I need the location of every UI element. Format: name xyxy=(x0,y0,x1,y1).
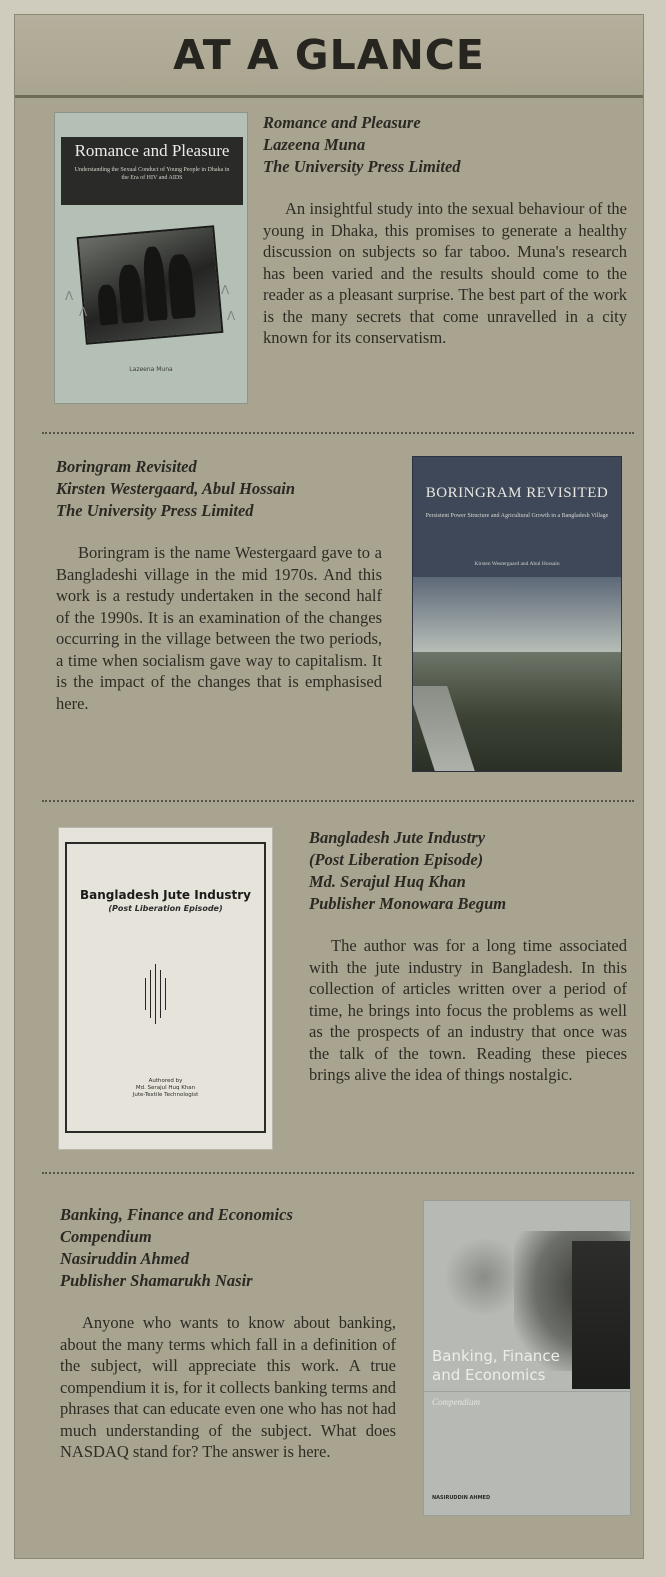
book-entry-banking-finance-economics xyxy=(60,1204,396,1463)
section-header xyxy=(15,15,643,98)
cover-subtitle: Persistent Power Structure and Agricultural Growth in a Bangladesh Village xyxy=(425,513,609,519)
book-cover-bangladesh-jute-industry xyxy=(58,827,273,1150)
book-subtitle: Compendium xyxy=(60,1227,152,1246)
book-author: Md. Serajul Huq Khan xyxy=(309,872,466,891)
book-subtitle: (Post Liberation Episode) xyxy=(309,850,484,869)
book-entry-romance-and-pleasure xyxy=(263,112,627,349)
book-author: Lazeena Muna xyxy=(263,135,366,154)
cover-byline: Authored by Md. Serajul Huq Khan Jute-Textile Technologist xyxy=(132,1078,199,1098)
dotted-divider xyxy=(42,1172,634,1174)
book-entry-bangladesh-jute-industry xyxy=(309,827,627,1086)
book-title: Banking, Finance and Economics xyxy=(60,1205,293,1224)
book-cover-banking-finance-economics xyxy=(423,1200,631,1516)
book-publisher: Publisher Shamarukh Nasir xyxy=(60,1271,253,1290)
cover-title: BORINGRAM REVISITED xyxy=(425,485,609,501)
cover-title-bar xyxy=(61,137,243,205)
book-cover-romance-and-pleasure: Romance and Pleasure Understanding the Sexual Conduct of Young People in Dhaka in the Era of HIV and AIDS Λ Λ Λ Λ Lazeena Muna xyxy=(54,112,248,404)
book-description: The author was for a long time associated with the jute industry in Bangladesh. In this collection of articles written over a period of time, he brings into focus the problems as well as the prospects of an industry that once was the talk of the town. Reading these pieces brings alive the idea of things nostalgic. xyxy=(309,936,627,1084)
cover-subtitle: Compendium xyxy=(432,1397,480,1407)
section-title: AT A GLANCE xyxy=(173,31,485,79)
book-description: An insightful study into the sexual behaviour of the young in Dhaka, this promises to generate a healthy discussion on subjects so far taboo. Muna's research has been varied and the results should come to the reader as a pleasant surprise. The best part of the work is the many secrets that come unravelled in a city known for its conservatism. xyxy=(263,199,627,347)
book-title: Bangladesh Jute Industry xyxy=(309,828,486,847)
cover-author: NASIRUDDIN AHMED xyxy=(432,1495,491,1501)
book-cover-boringram-revisited xyxy=(412,456,622,772)
book-title: Romance and Pleasure xyxy=(263,113,421,132)
book-description: Anyone who wants to know about banking, about the many terms which fall in a definition of the subject, will appreciate this work. A true compendium it is, for it collects banking terms and phrases that can educate even one who has not had much understanding of the subject. What does NASDAQ stand for? The answer is here. xyxy=(60,1313,396,1461)
book-title: Boringram Revisited xyxy=(56,457,197,476)
book-author: Kirsten Westergaard, Abul Hossain xyxy=(56,479,296,498)
book-meta xyxy=(263,112,627,178)
cover-author: Kirsten Westergaard and Abul Hossain xyxy=(474,561,560,567)
book-publisher: Publisher Monowara Begum xyxy=(309,894,507,913)
cover-author: Lazeena Muna xyxy=(129,366,173,373)
cover-subtitle: (Post Liberation Episode) xyxy=(108,904,223,913)
book-description: Boringram is the name Westergaard gave to a Bangladeshi village in the mid 1970s. And this work is a restudy undertaken in the second half of the 1990s. It is an examination of the changes occurring in the village between the two periods, a time when socialism gave way to capitalism. It is the impact of the changes that is emphasised here. xyxy=(56,543,382,713)
book-meta xyxy=(60,1204,396,1292)
cover-photo xyxy=(77,225,224,345)
book-publisher: The University Press Limited xyxy=(263,157,461,176)
dotted-divider xyxy=(42,432,634,434)
book-meta xyxy=(309,827,627,915)
book-publisher: The University Press Limited xyxy=(56,501,254,520)
cover-title: Bangladesh Jute Industry xyxy=(80,888,251,902)
cover-title: Banking, Finance and Economics xyxy=(432,1347,560,1384)
book-author: Nasiruddin Ahmed xyxy=(60,1249,190,1268)
jute-fibre-icon xyxy=(143,964,169,1024)
cover-sky xyxy=(413,577,621,652)
dotted-divider xyxy=(42,800,634,802)
cover-title: Romance and Pleasure xyxy=(74,141,230,160)
book-entry-boringram-revisited xyxy=(56,456,382,714)
cover-subtitle: Understanding the Sexual Conduct of Young People in Dhaka in the Era of HIV and AIDS xyxy=(74,167,230,181)
book-meta xyxy=(56,456,382,522)
